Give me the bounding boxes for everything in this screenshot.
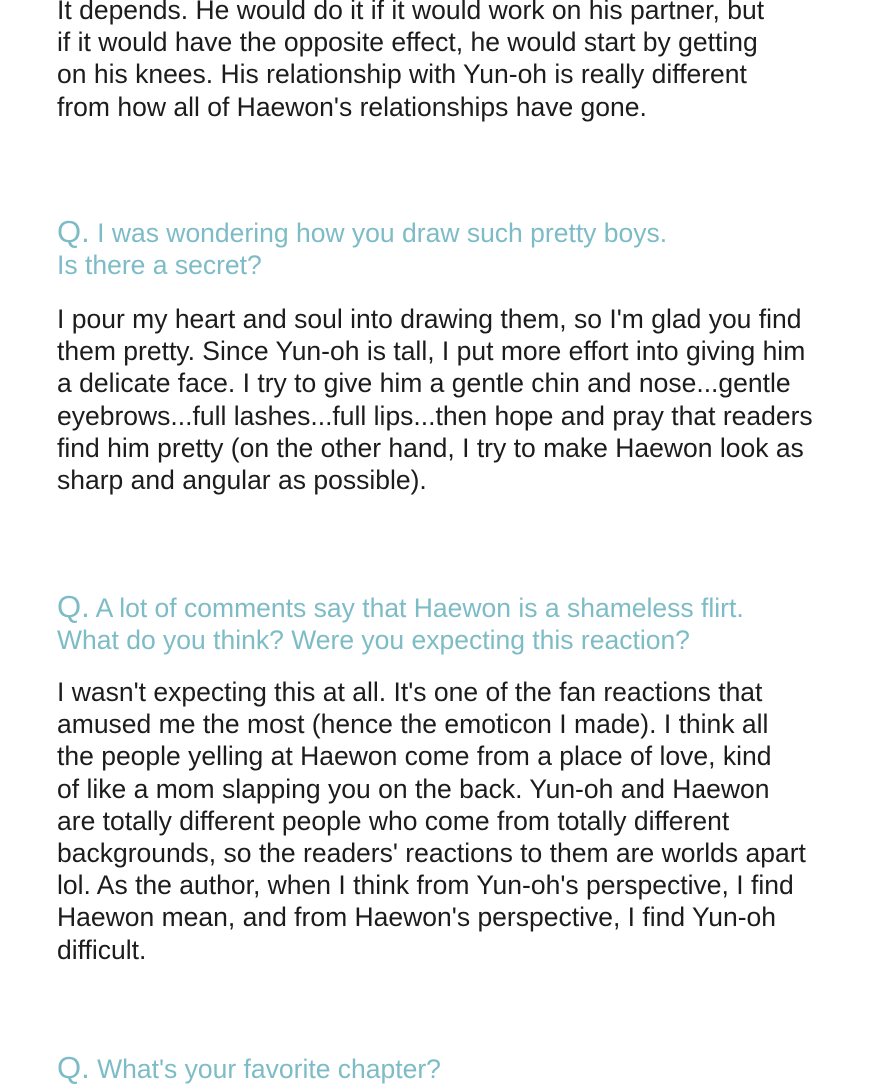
question-marker: Q. (57, 214, 90, 249)
answer-text: I pour my heart and soul into drawing them, so I'm glad you find them pretty. Since Yun-oh is tall, I put more effort into giving him a delicate face. I try to give him a gentle chin and nose...gentle eyebrows...full lashes...full lips...then hope and pray that readers find him pretty (on the other hand, I try to make Haewon look as sharp and angular as possible). (57, 304, 813, 496)
question-text: A lot of comments say that Haewon is a shameless flirt. What do you think? Were you expecting this reaction? (57, 593, 744, 655)
question-heading (57, 216, 857, 281)
answer-text: I wasn't expecting this at all. It's one of the fan reactions that amused me the most (hence the emoticon I made). I think all the people yelling at Haewon come from a place of love, kind of like a mom slapping you on the back. Yun-oh and Haewon are totally different people who come from totally different backgrounds, so the readers' reactions to them are worlds apart lol. As the author, when I think from Yun-oh's perspective, I find Haewon mean, and from Haewon's perspective, I find Yun-oh difficult. (57, 677, 806, 965)
question-heading (57, 591, 857, 656)
answer-text: It depends. He would do it if it would work on his partner, but if it would have the opposite effect, he would start by getting on his knees. His relationship with Yun-oh is really different from how all of Haewon's relationships have gone. (57, 0, 765, 122)
question-heading (57, 1052, 857, 1085)
question-text: I was wondering how you draw such pretty boys. Is there a secret? (57, 218, 668, 280)
question-marker: Q. (57, 1050, 90, 1085)
question-marker: Q. (57, 589, 90, 624)
question-text: What's your favorite chapter? (89, 1054, 441, 1084)
